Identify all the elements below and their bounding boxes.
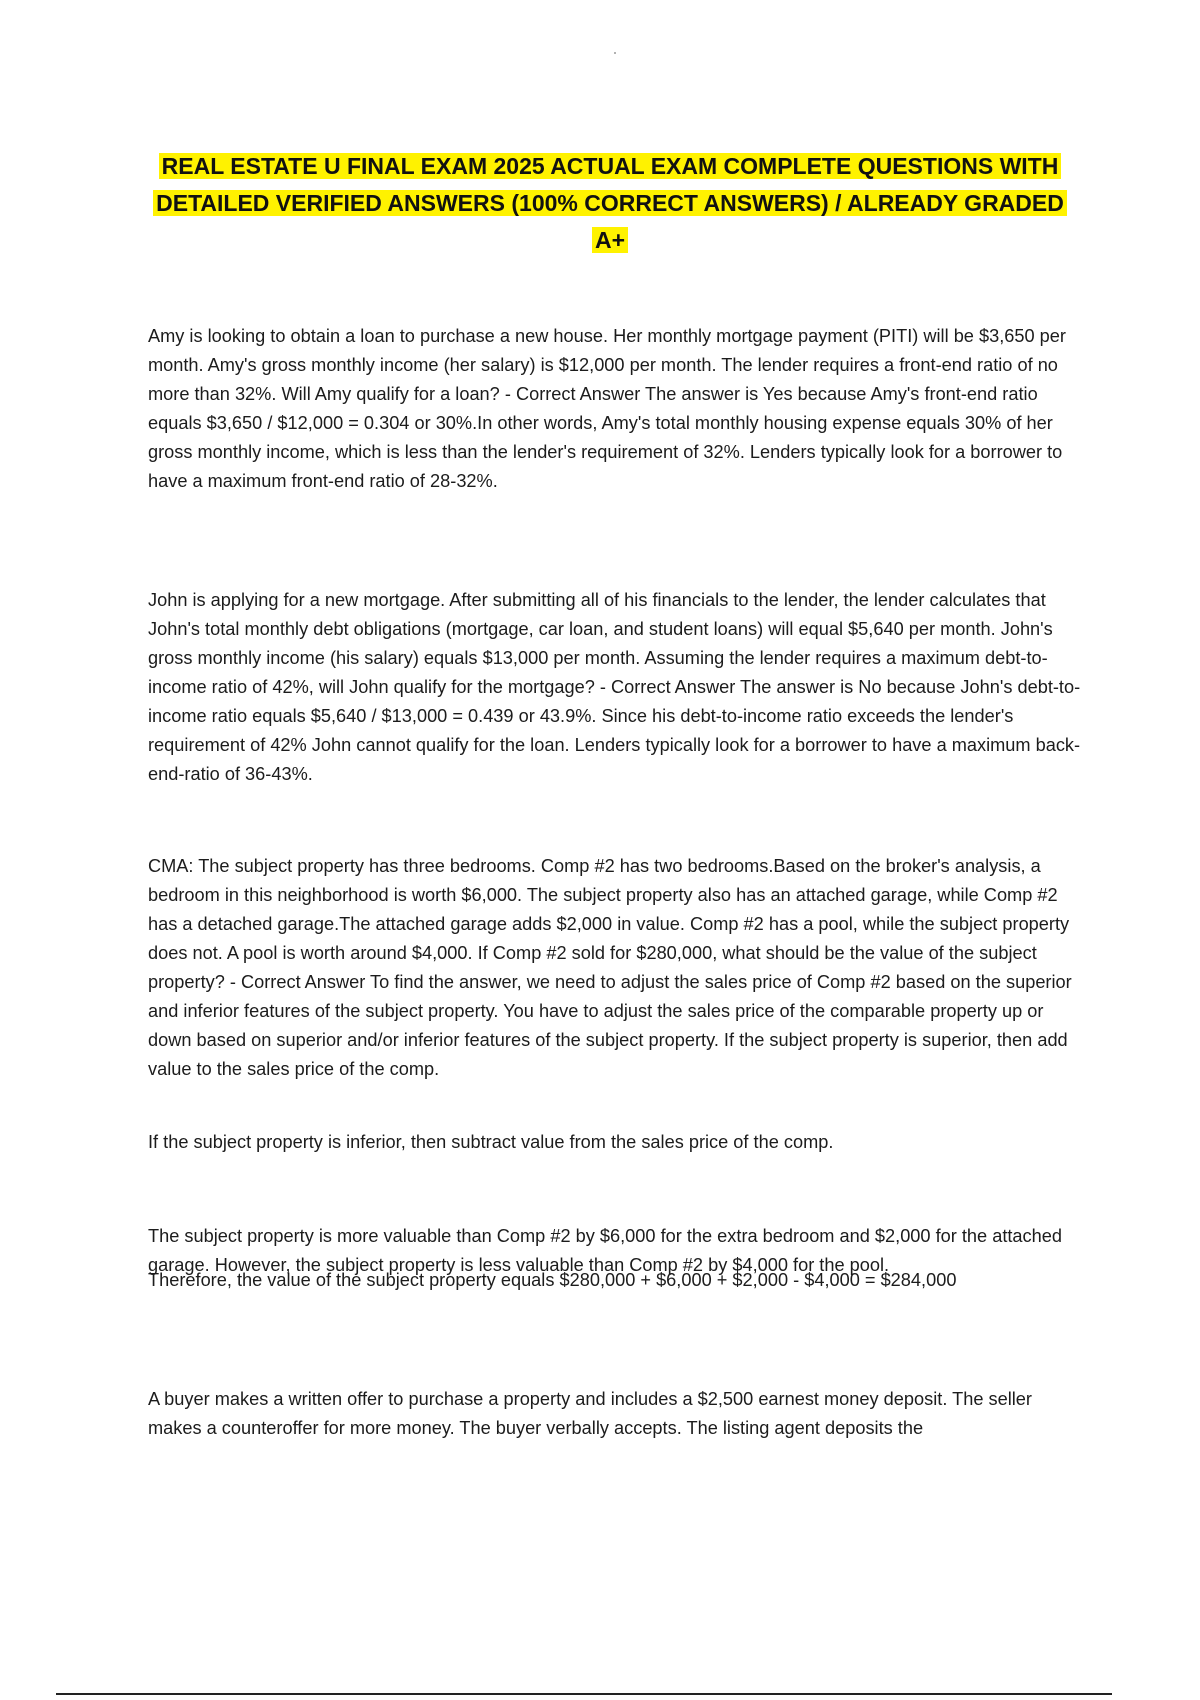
question-john-debt-to-income: John is applying for a new mortgage. After submitting all of his financials to the lender, the lender calculates that John's total monthly debt obligations (mortgage, car loan, and student loans) will equal $5,640 per month. John's gross monthly income (his salary) equals $13,000 per month. Assuming the lender requires a maximum debt-to-income ratio of 42%, will John qualify for the mortgage? - Correct Answer The answer is No because John's debt-to-income ratio equals $5,640 / $13,000 = 0.439 or 43.9%. Since his debt-to-income ratio exceeds the lender's requirement of 42% John cannot qualify for the loan. Lenders typically look for a borrower to have a maximum back-end-ratio of 36-43%. [148, 590, 1081, 784]
page-mark [614, 52, 616, 54]
document-title [140, 148, 1080, 259]
question-earnest-money: A buyer makes a written offer to purchase a property and includes a $2,500 earnest money deposit. The seller makes a counteroffer for more money. The buyer verbally accepts. The listing agent deposits the [148, 1389, 1032, 1438]
question-cma-subject-property: CMA: The subject property has three bedrooms. Comp #2 has two bedrooms.Based on the broker's analysis, a bedroom in this neighborhood is worth $6,000. The subject property also has an attached garage, while Comp #2 has a detached garage.The attached garage adds $2,000 in value. Comp #2 has a pool, while the subject property does not. A pool is worth around $4,000. If Comp #2 sold for $280,000, what should be the value of the subject property? - Correct Answer To find the answer, we need to adjust the sales price of Comp #2 based on the superior and inferior features of the subject property. You have to adjust the sales price of the comparable property up or down based on superior and/or inferior features of the subject property. If the subject property is superior, then add value to the sales price of the comp. [148, 856, 1072, 1079]
cma-inferior-rule: If the subject property is inferior, then subtract value from the sales price of the comp. [148, 1132, 834, 1152]
title-highlight: REAL ESTATE U FINAL EXAM 2025 ACTUAL EXAM COMPLETE QUESTIONS WITH DETAILED VERIFIED ANSWERS (100% CORRECT ANSWERS) / ALREADY GRADED A+ [153, 153, 1067, 253]
cma-result: Therefore, the value of the subject property equals $280,000 + $6,000 + $2,000 - $4,000 = $284,000 [148, 1270, 957, 1290]
question-amy-front-end-ratio: Amy is looking to obtain a loan to purchase a new house. Her monthly mortgage payment (PITI) will be $3,650 per month. Amy's gross monthly income (her salary) is $12,000 per month. The lender requires a front-end ratio of no more than 32%. Will Amy qualify for a loan? - Correct Answer The answer is Yes because Amy's front-end ratio equals $3,650 / $12,000 = 0.304 or 30%.In other words, Amy's total monthly housing expense equals 30% of her gross monthly income, which is less than the lender's requirement of 32%. Lenders typically look for a borrower to have a maximum front-end ratio of 28-32%. [148, 326, 1066, 491]
cma-adjustments: The subject property is more valuable than Comp #2 by $6,000 for the extra bedroom and $2,000 for the attached garage. However, the subject property is less valuable than Comp #2 by $4,000 for the pool. [148, 1226, 1062, 1275]
page-bottom-divider [56, 1693, 1112, 1695]
